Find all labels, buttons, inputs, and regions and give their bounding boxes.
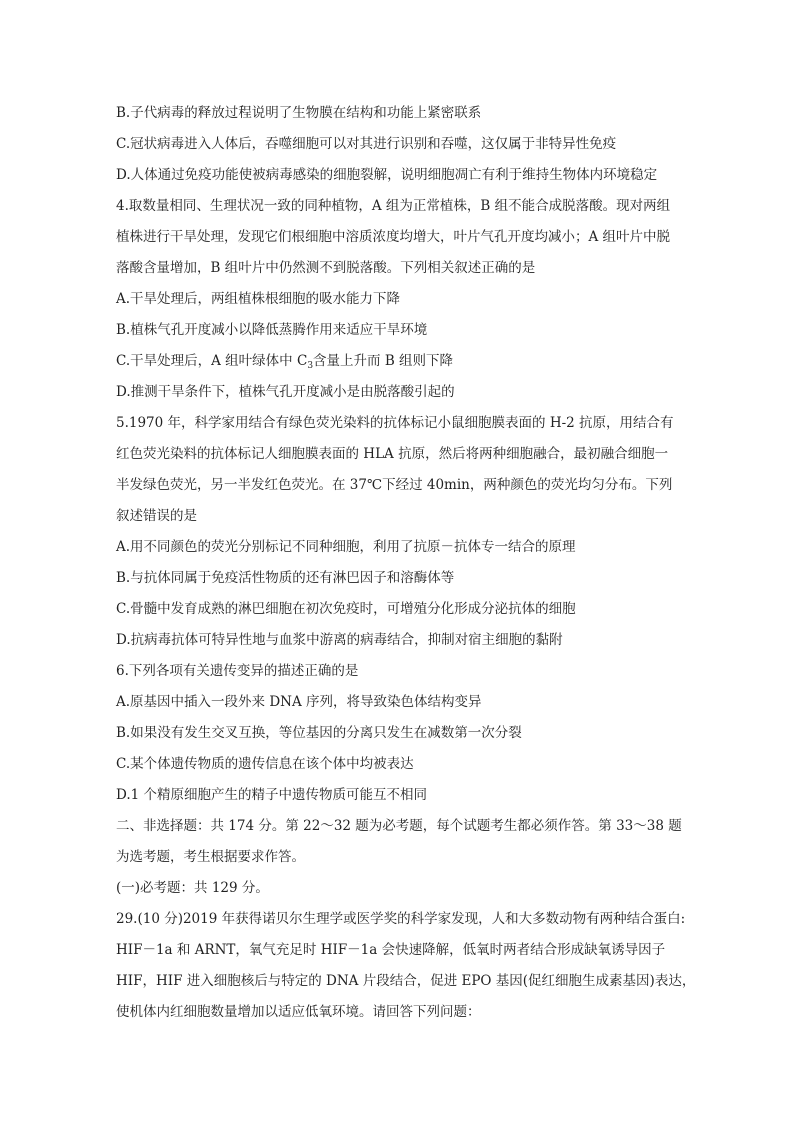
section-2-heading-line-2: 为选考题，考生根据要求作答。: [116, 849, 305, 865]
q29-stem-line-1: 29.(10 分)2019 年获得诺贝尔生理学或医学奖的科学家发现，人和大多数动物有两种结合蛋白:: [116, 911, 686, 927]
q3-option-c: C.冠状病毒进入人体后，吞噬细胞可以对其进行识别和吞噬，这仅属于非特异性免疫: [116, 136, 617, 152]
q4-option-c: [116, 352, 453, 370]
q5-option-c: C.骨髓中发育成熟的淋巴细胞在初次免疫时，可增殖分化形成分泌抗体的细胞: [116, 601, 576, 617]
q29-stem-line-4: 使机体内红细胞数量增加以适应低氧环境。请回答下列问题：: [116, 1004, 481, 1020]
q4-option-b: B.植株气孔开度减小以降低蒸腾作用来适应干旱环境: [116, 322, 428, 338]
q5-stem-line-3: 半发绿色荧光，另一半发红色荧光。在 37℃下经过 40min，两种颜色的荧光均匀分布。下列: [116, 477, 673, 493]
q4-stem-line-2: 植株进行干旱处理，发现它们根细胞中溶质浓度均增大，叶片气孔开度均减小；A 组叶片中脱: [116, 229, 671, 245]
q29-stem-line-3: HIF，HIF 进入细胞核后与特定的 DNA 片段结合，促进 EPO 基因(促红细胞生成素基因)表达，: [116, 973, 696, 989]
q4-option-d: D.推测干旱条件下，植株气孔开度减小是由脱落酸引起的: [116, 384, 455, 400]
section-2-heading-line-1: 二、非选择题：共 174 分。第 22～32 题为必考题，每个试题考生都必须作答。第 33～38 题: [116, 818, 682, 834]
q4-option-c-text-end: 含量上升而 B 组则下降: [313, 353, 454, 369]
q6-option-b: B.如果没有发生交叉互换，等位基因的分离只发生在减数第一次分裂: [116, 725, 522, 741]
q5-option-a: A.用不同颜色的荧光分别标记不同种细胞，利用了抗原－抗体专一结合的原理: [116, 539, 576, 555]
q4-stem-line-3: 落酸含量增加，B 组叶片中仍然测不到脱落酸。下列相关叙述正确的是: [116, 260, 536, 276]
required-section-heading: (一)必考题：共 129 分。: [116, 880, 269, 896]
q3-option-d: D.人体通过免疫功能使被病毒感染的细胞裂解，说明细胞凋亡有利于维持生物体内环境稳定: [116, 167, 658, 183]
q29-stem-line-2: HIF－1a 和 ARNT，氧气充足时 HIF－1a 会快速降解，低氧时两者结合形成缺氧诱导因子: [116, 942, 666, 958]
q4-option-a: A.干旱处理后，两组植株根细胞的吸水能力下降: [116, 291, 401, 307]
q5-stem-line-1: 5.1970 年，科学家用结合有绿色荧光染料的抗体标记小鼠细胞膜表面的 H-2 抗原，用结合有: [116, 415, 674, 431]
q5-stem-line-4: 叙述错误的是: [116, 508, 197, 524]
q6-option-c: C.某个体遗传物质的遗传信息在该个体中均被表达: [116, 756, 414, 772]
q4-stem-line-1: 4.取数量相同、生理状况一致的同种植物，A 组为正常植株，B 组不能合成脱落酸。现对两组: [116, 198, 671, 214]
q4-option-c-text: C.干旱处理后，A 组叶绿体中 C: [116, 353, 308, 369]
q6-option-a: A.原基因中插入一段外来 DNA 序列，将导致染色体结构变异: [116, 694, 482, 710]
q5-option-d: D.抗病毒抗体可特异性地与血浆中游离的病毒结合，抑制对宿主细胞的黏附: [116, 632, 563, 648]
q6-option-d: D.1 个精原细胞产生的精子中遗传物质可能互不相同: [116, 787, 428, 803]
q5-option-b: B.与抗体同属于免疫活性物质的还有淋巴因子和溶酶体等: [116, 570, 455, 586]
q3-option-b: B.子代病毒的释放过程说明了生物膜在结构和功能上紧密联系: [116, 105, 482, 121]
q4-option-c-subscript: 3: [307, 361, 314, 371]
q6-stem: 6.下列各项有关遗传变异的描述正确的是: [116, 663, 359, 679]
q5-stem-line-2: 红色荧光染料的抗体标记人细胞膜表面的 HLA 抗原，然后将两种细胞融合，最初融合细胞一: [116, 446, 669, 462]
